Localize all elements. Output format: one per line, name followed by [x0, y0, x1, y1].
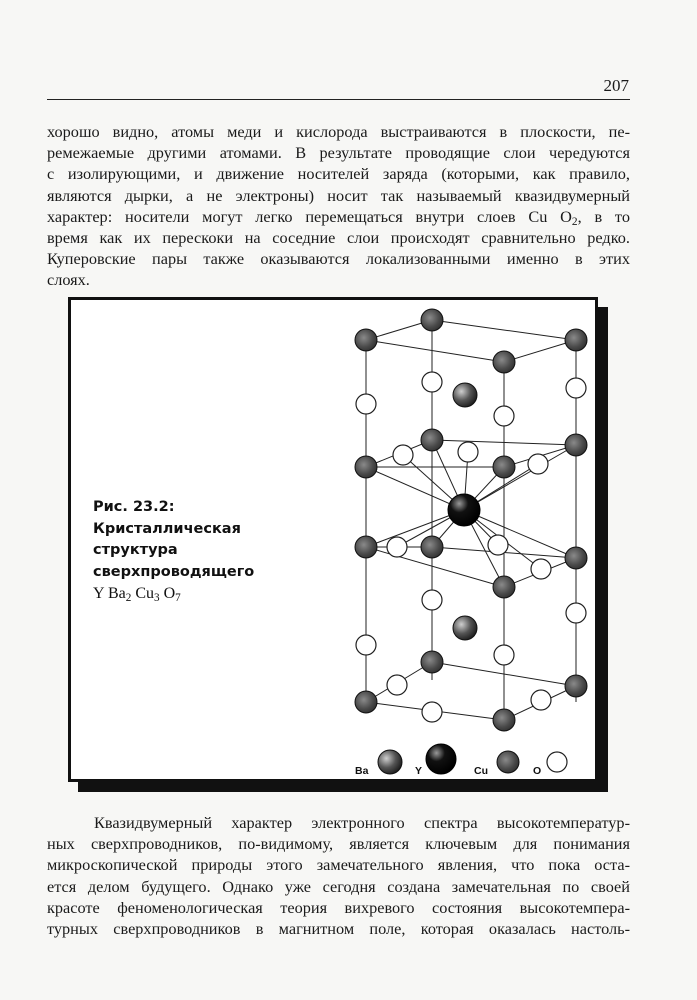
text-line: ремежаемые другими атомами. В результате проводящие слои чередуются [47, 143, 630, 163]
text-fragment: , в то [577, 206, 630, 226]
copper-atom [493, 351, 515, 373]
copper-atom [421, 309, 443, 331]
oxygen-atom [531, 690, 551, 710]
barium-atom [453, 383, 477, 407]
header-rule [47, 99, 630, 100]
copper-atom [421, 536, 443, 558]
formula-cu-count: 3 [154, 592, 160, 604]
oxygen-atom [458, 442, 478, 462]
text-line: турных сверхпроводников в магнитном поле, которая оказалась настоль- [47, 919, 630, 939]
oxygen-atom [494, 406, 514, 426]
barium-atom [453, 616, 477, 640]
copper-atom [493, 456, 515, 478]
legend-swatch-y [426, 744, 456, 774]
figure-frame [68, 297, 598, 782]
oxygen-atom [387, 675, 407, 695]
oxygen-atom [422, 590, 442, 610]
formula-o-count: 7 [175, 592, 181, 604]
text-line: Квазидвумерный характер электронного спектра высокотемператур- [94, 813, 630, 832]
text-line: ных сверхпроводников, по-видимому, является ключевым для понимания [47, 834, 630, 854]
legend-swatch-o [547, 752, 567, 772]
oxygen-atom [488, 535, 508, 555]
caption-line: сверхпроводящего [93, 563, 255, 580]
copper-atom [355, 456, 377, 478]
oxygen-atom [566, 378, 586, 398]
text-line: слоях. [47, 270, 90, 290]
legend-label-cu: Cu [474, 765, 488, 777]
paragraph-1 [47, 121, 630, 291]
copper-atom [565, 547, 587, 569]
text-line: с изолирующими, и движение носителей заряда (которыми, как правило, [47, 164, 630, 184]
legend-swatch-cu [497, 751, 519, 773]
text-fragment: характер: носители могут легко перемещаться внутри слоев [47, 206, 516, 226]
oxygen-atom [387, 537, 407, 557]
yttrium-atoms [448, 494, 480, 526]
formula-ba-count: 2 [125, 592, 132, 604]
text-line: являются дырки, а не электроны) носит так называемый квазидвумерный [47, 185, 630, 205]
oxygen-atom [566, 603, 586, 623]
copper-atom [355, 691, 377, 713]
oxygen-atom [528, 454, 548, 474]
oxygen-atom [422, 372, 442, 392]
formula-cu: Cu [135, 585, 155, 602]
oxygen-atom [393, 445, 413, 465]
formula-y: Y [93, 585, 104, 602]
paragraph-2 [47, 812, 630, 939]
yttrium-atom [448, 494, 480, 526]
oxygen-atom [356, 635, 376, 655]
copper-atom [493, 576, 515, 598]
text-line: красоте феноменологическая теория вихревого состояния высокотемпера- [47, 897, 630, 917]
text-line: хорошо видно, атомы меди и кислорода выстраиваются в плоскости, пе- [47, 122, 630, 141]
copper-atom [355, 329, 377, 351]
caption-line: Кристаллическая [93, 520, 241, 537]
caption-title: Рис. 23.2: [93, 499, 175, 515]
copper-atom [493, 709, 515, 731]
oxygen-atom [422, 702, 442, 722]
legend-label-ba: Ba [355, 765, 369, 777]
legend-label-o: O [533, 765, 542, 777]
oxygen-atom [494, 645, 514, 665]
oxygen-atom [356, 394, 376, 414]
copper-atom [565, 675, 587, 697]
legend-label-y: Y [415, 765, 423, 777]
text-line: микроскопической природы этого замечательного явления, что пока оста- [47, 855, 630, 875]
copper-atom [421, 651, 443, 673]
copper-atom [565, 434, 587, 456]
formula-base: Cu O [528, 206, 572, 226]
text-line [47, 206, 630, 227]
legend-swatch-ba [378, 750, 402, 774]
caption-line: структура [93, 542, 178, 558]
copper-atom [421, 429, 443, 451]
cuo2-formula [528, 207, 577, 226]
copper-atom [565, 329, 587, 351]
formula-subscript: 2 [571, 215, 578, 228]
text-line: ется делом будущего. Однако уже сегодня создана замечательная по своей [47, 876, 630, 896]
crystal-structure-diagram [71, 300, 595, 779]
copper-atom [355, 536, 377, 558]
text-line: время как их перескоки на соседние слои происходят сравнительно редко. [47, 228, 630, 248]
atom-legend [355, 744, 567, 777]
text-line: Куперовские пары также оказываются локализованными именно в этих [47, 249, 630, 269]
page-number: 207 [603, 76, 629, 95]
oxygen-atom [531, 559, 551, 579]
formula-ba: Ba [107, 585, 126, 602]
formula-o: O [163, 585, 176, 602]
